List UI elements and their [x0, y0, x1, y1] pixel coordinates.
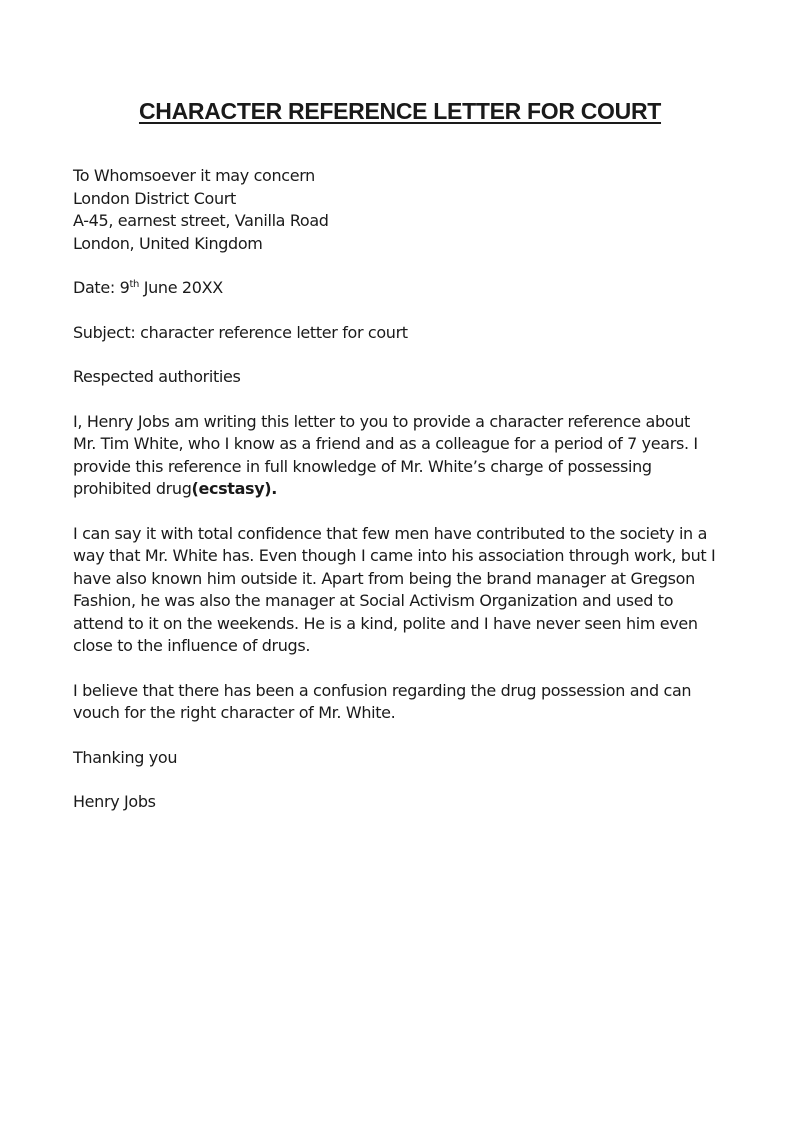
paragraph-2	[73, 523, 743, 658]
paragraph-line: I, Henry Jobs am writing this letter to you to provide a character reference about	[73, 411, 690, 431]
salutation-line: Respected authorities	[73, 367, 241, 386]
letter-subject	[73, 322, 743, 345]
paragraph-line: Mr. Tim White, who I know as a friend and as a colleague for a period of 7 years. I	[73, 434, 698, 453]
paragraph-line: vouch for the right character of Mr. White.	[73, 703, 396, 722]
address-line: London, United Kingdom	[73, 233, 263, 253]
signature-name: Henry Jobs	[73, 792, 156, 811]
paragraph-line: close to the influence of drugs.	[73, 636, 311, 655]
paragraph-line: attend to it on the weekends. He is a kind, polite and I have never seen him even	[73, 613, 698, 633]
date-prefix: Date: 9	[73, 278, 130, 297]
paragraph-line: I believe that there has been a confusion regarding the drug possession and can	[73, 680, 692, 700]
letter-salutation	[73, 366, 743, 389]
date-rest: June 20XX	[139, 278, 223, 297]
subject-line: Subject: character reference letter for court	[73, 322, 408, 342]
paragraph-3	[73, 680, 743, 725]
recipient-address	[73, 165, 743, 255]
paragraph-line: I can say it with total confidence that few men have contributed to the society in a	[73, 523, 708, 543]
letter-signature	[73, 791, 743, 814]
address-line: A-45, earnest street, Vanilla Road	[73, 211, 329, 230]
letter-date	[73, 277, 743, 300]
letter-closing	[73, 747, 743, 770]
letter-body	[73, 165, 743, 836]
paragraph-line	[73, 478, 743, 501]
letter-title: CHARACTER REFERENCE LETTER FOR COURT	[138, 98, 662, 124]
paragraph-line: Fashion, he was also the manager at Social Activism Organization and used to	[73, 591, 674, 610]
paragraph-text: prohibited drug	[73, 479, 192, 498]
date-ordinal: th	[129, 279, 140, 290]
address-line: To Whomsoever it may concern	[73, 166, 315, 185]
paragraph-line: way that Mr. White has. Even though I came into his association through work, but I	[73, 546, 716, 565]
closing-line: Thanking you	[73, 747, 178, 767]
address-line: London District Court	[73, 188, 236, 208]
paragraph-1	[73, 411, 743, 501]
paragraph-bold-text: (ecstasy).	[191, 479, 277, 498]
paragraph-line: have also known him outside it. Apart from being the brand manager at Gregson	[73, 568, 695, 588]
paragraph-line: provide this reference in full knowledge of Mr. White’s charge of possessing	[73, 456, 652, 476]
